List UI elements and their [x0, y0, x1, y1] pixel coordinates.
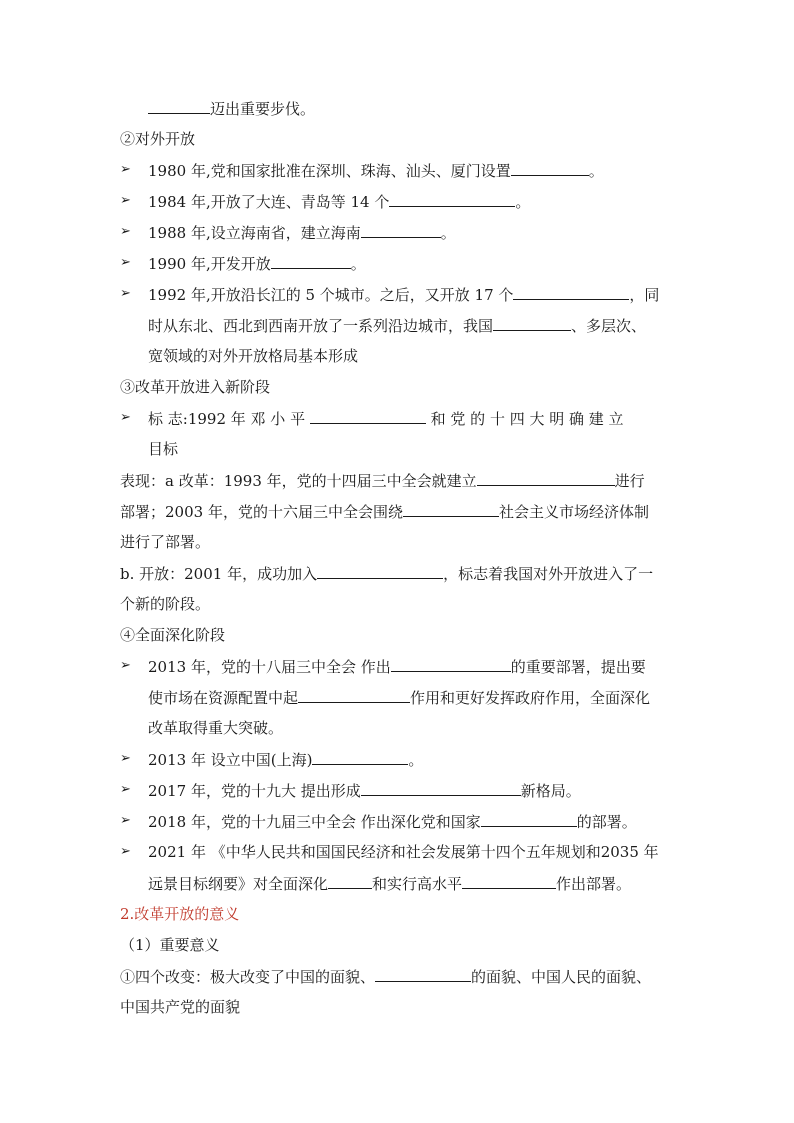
- fill-blank[interactable]: [312, 748, 408, 765]
- line-reform-2003: 部署；2003 年，党的十六届三中全会围绕 社会主义市场经济体制: [120, 500, 649, 522]
- fill-blank[interactable]: [513, 283, 629, 300]
- line-2017: 2017 年，党的十九大 提出形成 新格局。: [148, 779, 581, 801]
- fill-blank[interactable]: [511, 159, 589, 176]
- section-heading-deepening: ④全面深化阶段: [120, 626, 226, 644]
- fill-blank[interactable]: [403, 500, 499, 517]
- line-opening-end: 个新的阶段。: [120, 595, 211, 613]
- line-2013-end: 改革取得重大突破。: [148, 719, 284, 737]
- line-reform-1993: 表现：a 改革：1993 年，党的十四届三中全会就建立 进行: [120, 469, 645, 491]
- bullet-icon: ➢: [120, 224, 131, 239]
- bullet-icon: ➢: [120, 162, 131, 177]
- bullet-icon: ➢: [120, 782, 131, 797]
- bullet-icon: ➢: [120, 255, 131, 270]
- line-2013-market: 使市场在资源配置中起 作用和更好发挥政府作用，全面深化: [148, 686, 650, 708]
- bullet-icon: ➢: [120, 813, 131, 828]
- fill-blank[interactable]: [361, 779, 521, 796]
- line-1992: 1992 年,开放沿长江的 5 个城市。之后，又开放 17 个 ，同: [148, 283, 674, 305]
- fill-blank[interactable]: [328, 872, 372, 889]
- bullet-icon: ➢: [120, 658, 131, 673]
- line-1992-cont: 时从东北、西北到西南开放了一系列沿边城市，我国 、多层次、: [148, 314, 646, 336]
- fill-blank[interactable]: [298, 686, 410, 703]
- fill-blank[interactable]: [148, 97, 210, 114]
- fill-blank[interactable]: [462, 872, 556, 889]
- line-1984: 1984 年,开放了大连、青岛等 14 个 。: [148, 190, 530, 212]
- bullet-icon: ➢: [120, 844, 131, 859]
- line-2021-cont: 远景目标纲要》对全面深化 和实行高水平 作出部署。: [148, 872, 631, 894]
- fill-blank[interactable]: [389, 190, 515, 207]
- subheading-important-significance: （1）重要意义: [120, 936, 220, 954]
- bullet-icon: ➢: [120, 751, 131, 766]
- fill-blank[interactable]: [271, 252, 351, 269]
- section-heading-opening-up: ②对外开放: [120, 130, 196, 148]
- line-reform-end: 进行了部署。: [120, 533, 211, 551]
- line-symbol: 标 志:1992 年 邓 小 平 和 党 的 十 四 大 明 确 建 立: [148, 407, 624, 429]
- section-heading-significance: 2.改革开放的意义: [120, 905, 240, 923]
- line-four-changes: ①四个改变：极大改变了中国的面貌、 的面貌、中国人民的面貌、: [120, 965, 651, 987]
- fill-blank[interactable]: [481, 810, 577, 827]
- line-1: 迈出重要步伐。: [148, 97, 315, 119]
- line-2013-plenum: 2013 年，党的十八届三中全会 作出 的重要部署，提出要: [148, 655, 646, 677]
- fill-blank[interactable]: [310, 407, 426, 424]
- bullet-icon: ➢: [120, 193, 131, 208]
- fill-blank[interactable]: [361, 221, 441, 238]
- fill-blank[interactable]: [391, 655, 511, 672]
- line-2018: 2018 年，党的十九届三中全会 作出深化党和国家 的部署。: [148, 810, 637, 832]
- fill-blank[interactable]: [375, 965, 471, 982]
- line-1990: 1990 年,开发开放 。: [148, 252, 366, 274]
- fill-blank[interactable]: [477, 469, 615, 486]
- line-2021: 2021 年 《中华人民共和国国民经济和社会发展第十四个五年规划和2035 年: [148, 843, 659, 861]
- line-opening-2001: b. 开放：2001 年，成功加入 ，标志着我国对外开放进入了一: [120, 562, 653, 584]
- line-1980: 1980 年,党和国家批准在深圳、珠海、汕头、厦门设置 。: [148, 159, 604, 181]
- section-heading-new-stage: ③改革开放进入新阶段: [120, 378, 271, 396]
- line-goal: 目标: [148, 440, 179, 458]
- line-1988: 1988 年,设立海南省，建立海南 。: [148, 221, 456, 243]
- bullet-icon: ➢: [120, 286, 131, 301]
- fill-blank[interactable]: [493, 314, 571, 331]
- fill-blank[interactable]: [317, 562, 443, 579]
- line-four-changes-end: 中国共产党的面貌: [120, 998, 241, 1016]
- line-2013-shanghai: 2013 年 设立中国(上海) 。: [148, 748, 423, 770]
- bullet-icon: ➢: [120, 410, 131, 425]
- line-1992-end: 宽领域的对外开放格局基本形成: [148, 347, 359, 365]
